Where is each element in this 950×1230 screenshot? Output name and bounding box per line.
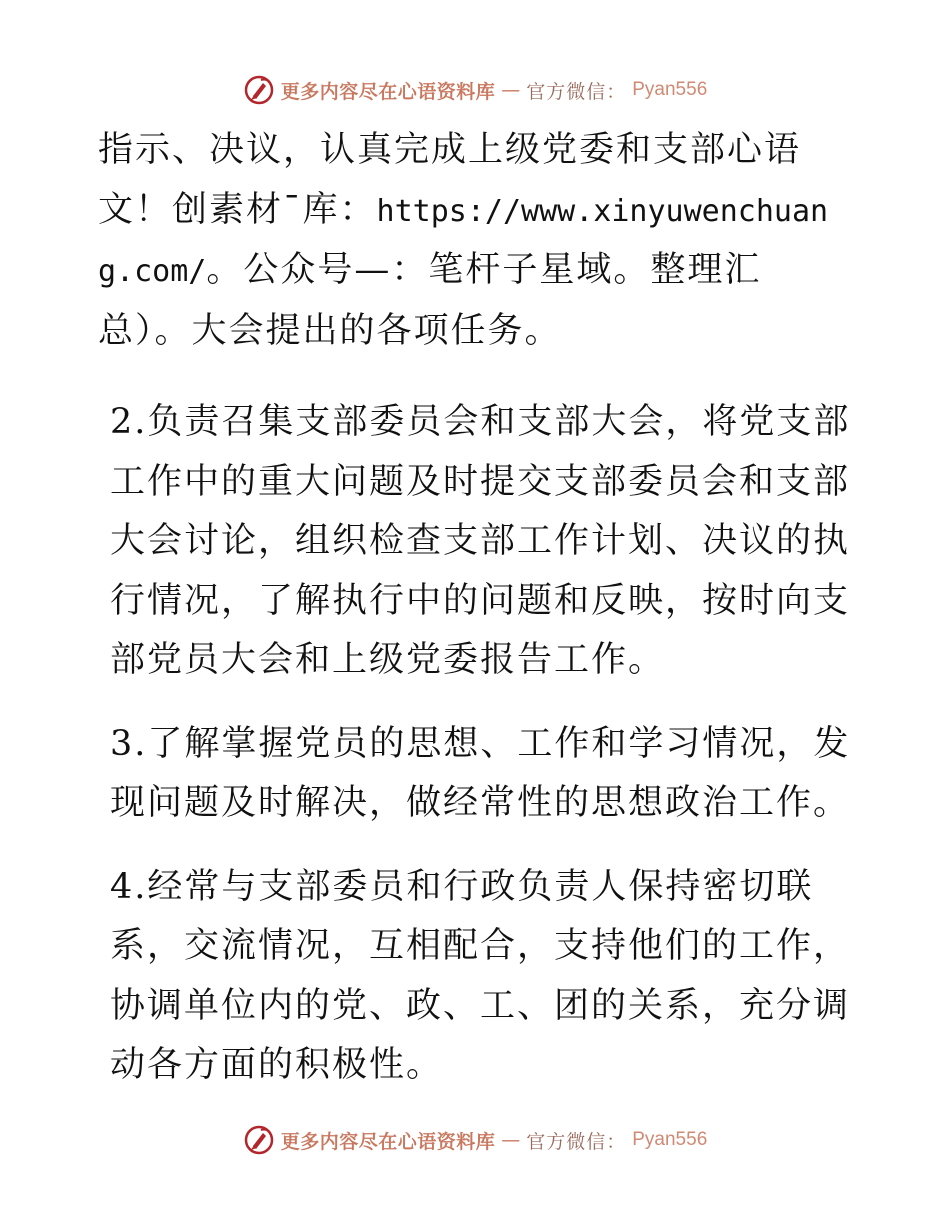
- paragraph-3: 3.了解掌握党员的思想、工作和学习情况，发现问题及时解决，做经常性的思想政治工作。: [110, 723, 851, 823]
- watermark-handle: Pyan556: [632, 79, 708, 100]
- watermark-dash: —: [501, 79, 521, 101]
- footer-watermark: [0, 1122, 950, 1158]
- header-watermark: [0, 72, 950, 108]
- watermark-handle: Pyan556: [632, 1129, 708, 1150]
- watermark-brand: 更多内容尽在心语资料库: [280, 1130, 496, 1153]
- paragraph-1-macron: ¯: [283, 189, 303, 230]
- flame-pen-logo-icon: [243, 1124, 275, 1156]
- document-body: [98, 121, 853, 1096]
- watermark-channel: 官方微信：: [526, 1130, 627, 1153]
- flame-pen-logo-icon: [243, 74, 275, 106]
- watermark-dash: —: [501, 1129, 521, 1151]
- paragraph-1-text-d: 。公众号—：笔杆子星域。整理汇总）。大会提出的各项任务。: [98, 250, 762, 351]
- paragraph-1-text-a: 指示、决议，认真完成上级党委和支部心语文！创素材: [98, 130, 802, 230]
- paragraph-4: 4.经常与支部委员和行政负责人保持密切联系，交流情况，互相配合，支持他们的工作，协调单位内的党、政、工、团的关系，充分调动各方面的积极性。: [110, 866, 851, 1085]
- paragraph-1-url: https://www.xinyuwenchuang.com/: [98, 193, 829, 289]
- paragraph-1: [98, 121, 853, 361]
- watermark-brand: 更多内容尽在心语资料库: [280, 80, 496, 103]
- watermark-channel: 官方微信：: [526, 80, 627, 103]
- paragraph-2: 2.负责召集支部委员会和支部大会，将党支部工作中的重大问题及时提交支部委员会和支部大会讨论，组织检查支部工作计划、决议的执行情况，了解执行中的问题和反映，按时向支部党员大会和上级党委报告工作。: [110, 402, 851, 680]
- paragraph-1-text-c: 库：: [302, 189, 377, 230]
